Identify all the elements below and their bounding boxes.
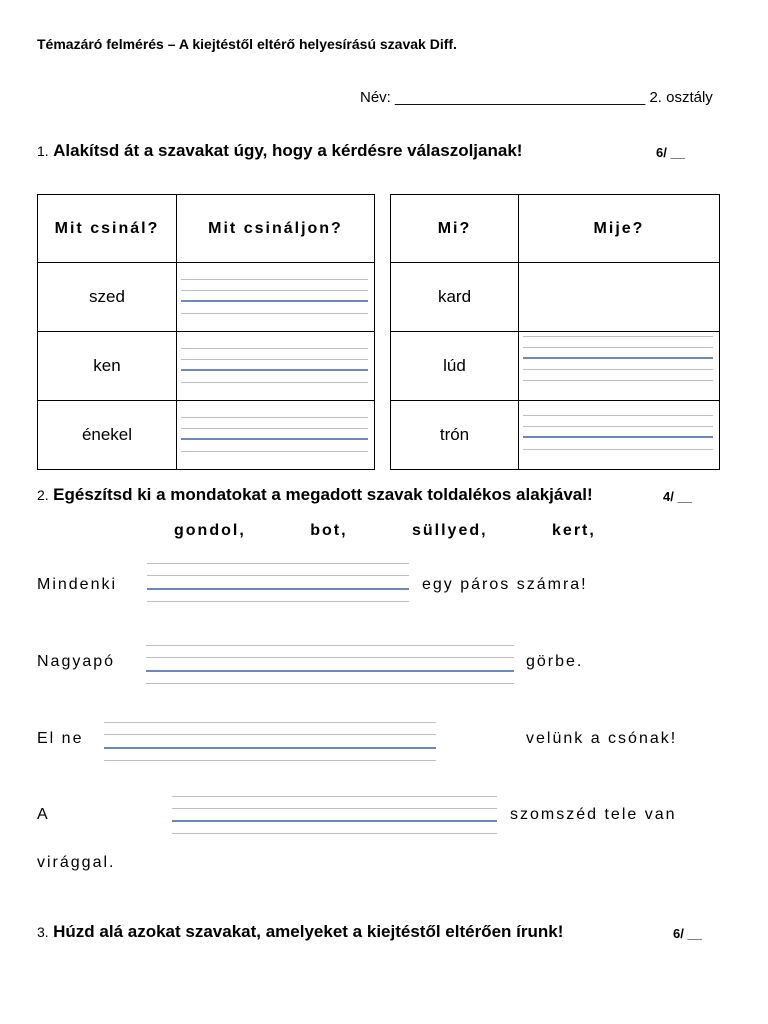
noun-cell: kard	[391, 263, 519, 332]
sentence-1-blank[interactable]	[147, 563, 409, 605]
answer-cell[interactable]	[519, 332, 720, 401]
header-mit-csinaljon: Mit csináljon?	[177, 195, 375, 263]
sentence-2-blank[interactable]	[146, 645, 514, 687]
task3-number: 3.	[37, 924, 49, 940]
task2-title: Egészítsd ki a mondatokat a megadott szavak toldalékos alakjával!	[53, 485, 593, 504]
worksheet-title: Témazáró felmérés – A kiejtéstől eltérő helyesírású szavak Diff.	[37, 36, 457, 52]
verb-cell: ken	[38, 332, 177, 401]
noun-cell: trón	[391, 401, 519, 470]
task3-title: Húzd alá azokat szavakat, amelyeket a kiejtéstől eltérően írunk!	[53, 922, 564, 941]
verb-table	[37, 194, 375, 470]
name-field-line[interactable]: Név: ______________________________ 2. osztály	[360, 89, 713, 106]
task1-score: 6/ __	[656, 145, 685, 160]
task1-number: 1.	[37, 143, 49, 159]
header-mije: Mije?	[519, 195, 720, 263]
noun-table	[390, 194, 720, 470]
sentence-4-start: A	[37, 806, 50, 823]
sentence-3-start: El ne	[37, 730, 84, 747]
sentence-4-blank[interactable]	[172, 796, 497, 836]
sentence-1-end: egy páros számra!	[422, 576, 588, 593]
task3-score: 6/ __	[673, 926, 702, 941]
task2-heading	[37, 485, 593, 505]
sentence-4-end: szomszéd tele van	[510, 806, 677, 823]
noun-cell: lúd	[391, 332, 519, 401]
sentence-3-blank[interactable]	[104, 722, 436, 764]
answer-cell[interactable]	[519, 401, 720, 470]
sentence-3-end: velünk a csónak!	[526, 730, 678, 747]
sentence-2-end: görbe.	[526, 653, 584, 670]
answer-cell[interactable]	[177, 332, 375, 401]
task2-number: 2.	[37, 487, 49, 503]
answer-cell[interactable]	[519, 263, 720, 332]
answer-cell[interactable]	[177, 401, 375, 470]
header-mit-csinal: Mit csinál?	[38, 195, 177, 263]
answer-cell[interactable]	[177, 263, 375, 332]
verb-cell: énekel	[38, 401, 177, 470]
verb-cell: szed	[38, 263, 177, 332]
task3-heading	[37, 922, 563, 942]
sentence-4-continuation: virággal.	[37, 854, 116, 871]
task1-heading	[37, 141, 522, 161]
given-words: gondol, bot, süllyed, kert,	[174, 522, 596, 539]
task1-title: Alakítsd át a szavakat úgy, hogy a kérdésre válaszoljanak!	[53, 141, 523, 160]
task2-score: 4/ __	[663, 489, 692, 504]
sentence-2-start: Nagyapó	[37, 653, 116, 670]
header-mi: Mi?	[391, 195, 519, 263]
sentence-1-start: Mindenki	[37, 576, 118, 593]
